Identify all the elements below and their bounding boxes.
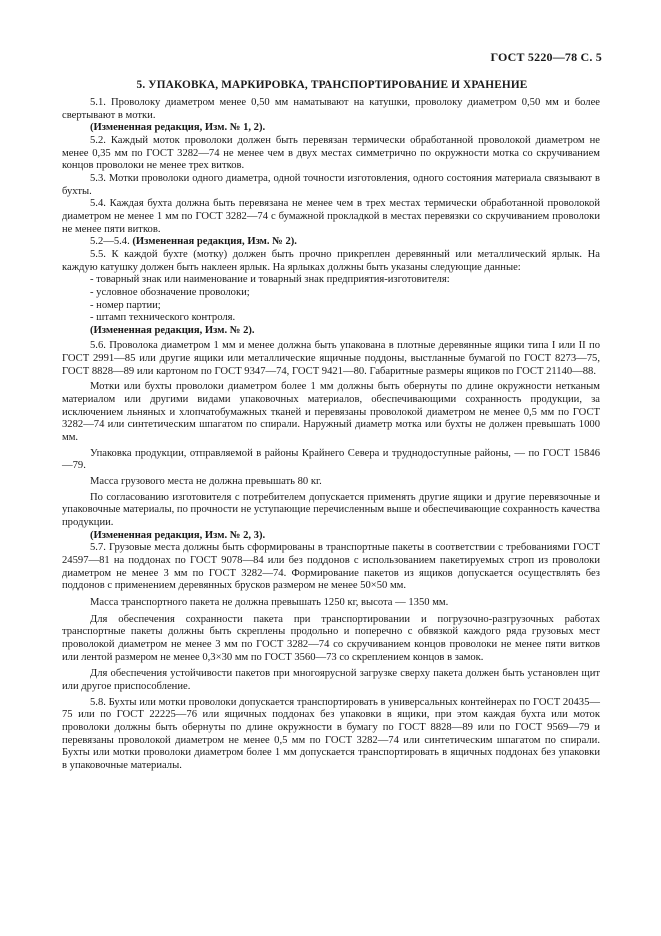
paragraph-5-5: 5.5. К каждой бухте (мотку) должен быть прочно прикреплен деревянный или металлический ярлык. На каждую катушку должен быть наклеен ярлык. На ярлыках должны быть указаны следующие данные: [62,248,600,273]
paragraph-5-7-stability: Для обеспечения устойчивости пакетов при многоярусной загрузке сверху пакета должен быть установлен щит или другое приспособление. [62,668,600,692]
paragraph-5-6-wrapping: Мотки или бухты проволоки диаметром более 1 мм должны быть обернуты по длине окружности нетканым материалом или другими видами упаковочных материалов, обеспечивающими сохранность продукции, за исключением льняных и хлопчатобумажных тканей и перевязаны проволокой диаметром не менее 0,5 мм по ГОСТ 3282—74 или синтетическим шпагатом по спирали. Наружный диаметр мотка или бухты не должен превышать 1000 мм. [62,381,600,444]
amendment-note: (Измененная редакция, Изм. № 2). [132,236,297,248]
paragraph-5-2-5-4 [62,236,600,249]
paragraph-5-1: 5.1. Проволоку диаметром менее 0,50 мм наматывают на катушки, проволоку диаметром 0,50 мм и более свертывают в мотки. [62,97,600,121]
paragraph-5-7-mass: Масса транспортного пакета не должна превышать 1250 кг, высота — 1350 мм. [90,596,449,608]
document-reference: ГОСТ 5220—78 С. 5 [490,50,602,64]
paragraph-5-6-north: Упаковка продукции, отправляемой в районы Крайнего Севера и труднодоступные районы, — по ГОСТ 15846—79. [62,447,600,472]
clause-range: 5.2—5.4. [90,236,130,248]
paragraph-5-6-mass: Масса грузового места не должна превышать 80 кг. [90,476,322,488]
paragraph-5-7-securing: Для обеспечения сохранности пакета при транспортировании и погрузочно-разгрузочных работах транспортные пакеты должны быть скреплены продольно и поперечно с обвязкой каждого ряда грузовых мест проволокой диаметром не менее 3 мм по ГОСТ 3282—74 со скручиванием концов проволоки не менее пяти витков или лентой размером не менее 0,3×30 мм по ГОСТ 3560—73 со скреплением концов в замок. [62,613,600,663]
paragraph-5-3: 5.3. Мотки проволоки одного диаметра, одной точности изготовления, одного состояния материала связывают в бухты. [62,172,600,197]
paragraph-5-7: 5.7. Грузовые места должны быть сформированы в транспортные пакеты в соответствии с требованиями ГОСТ 24597—81 на поддонах по ГОСТ 9078—84 или без поддонов с использованием пакетируемых строп из проволоки диаметром не менее 3 мм по ГОСТ 3282—74. Формирование пакетов из ящиков допускается осуществлять без поддонов с применением деревянных брусков размером не менее 50×50 мм. [62,542,600,592]
paragraph-5-4: 5.4. Каждая бухта должна быть перевязана не менее чем в трех местах термически обработанной проволокой диаметром не менее 1 мм по ГОСТ 3282—74 с бумажной прокладкой в местах перевязки со скручиванием проволоки не менее пяти витков. [62,198,600,235]
paragraph-5-8: 5.8. Бухты или мотки проволоки допускается транспортировать в универсальных контейнерах по ГОСТ 20435—75 или по ГОСТ 22225—76 или ящичных поддонах без упаковки в ящики, при этом каждая бухта или моток проволоки должны быть обернуты по длине окружности в бумагу по ГОСТ 8828—89 или по ГОСТ 9569—79 и перевязаны проволокой диаметром не менее 0,5 мм по ГОСТ 3282—74 или синтетическим шпагатом по спирали. Бухты или мотки проволоки диаметром более 1 мм допускается транспортировать в ящичных поддонах без упаковки в упаковочные материалы. [62,696,600,771]
document-body [62,97,600,772]
amendment-note: (Измененная редакция, Изм. № 1, 2). [90,122,266,134]
list-item: - штамп технического контроля. [90,312,236,324]
amendment-note: (Измененная редакция, Изм. № 2). [90,324,255,336]
paragraph-5-6: 5.6. Проволока диаметром 1 мм и менее должна быть упакована в плотные деревянные ящики типа I или II по ГОСТ 2991—85 или другие ящики или металлические ящичные поддоны, выстланные бумагой по ГОСТ 8273—75, ГОСТ 8828—89 или картоном по ГОСТ 9347—74, ГОСТ 9421—80. Габаритные размеры ящиков по ГОСТ 21140—88. [62,340,600,377]
section-title: 5. УПАКОВКА, МАРКИРОВКА, ТРАНСПОРТИРОВАНИЕ И ХРАНЕНИЕ [136,79,528,91]
amendment-note: (Измененная редакция, Изм. № 2, 3). [90,529,266,541]
paragraph-5-2: 5.2. Каждый моток проволоки должен быть перевязан термически обработанной проволокой диаметром не менее 0,35 мм по ГОСТ 3282—74 не менее чем в двух местах симметрично по окружности мотка со скручиванием концов проволоки не менее трех витков. [62,134,600,172]
paragraph-5-6-agreement: По согласованию изготовителя с потребителем допускается применять другие ящики и другие перевязочные и упаковочные материалы, по прочности не уступающие перечисленным выше и обеспечивающие сохранность качества продукции. [62,491,600,528]
list-item: - товарный знак или наименование и товарный знак предприятия-изготовителя: [90,274,450,286]
list-item: - номер партии; [90,299,161,311]
list-item: - условное обозначение проволоки; [90,286,250,298]
